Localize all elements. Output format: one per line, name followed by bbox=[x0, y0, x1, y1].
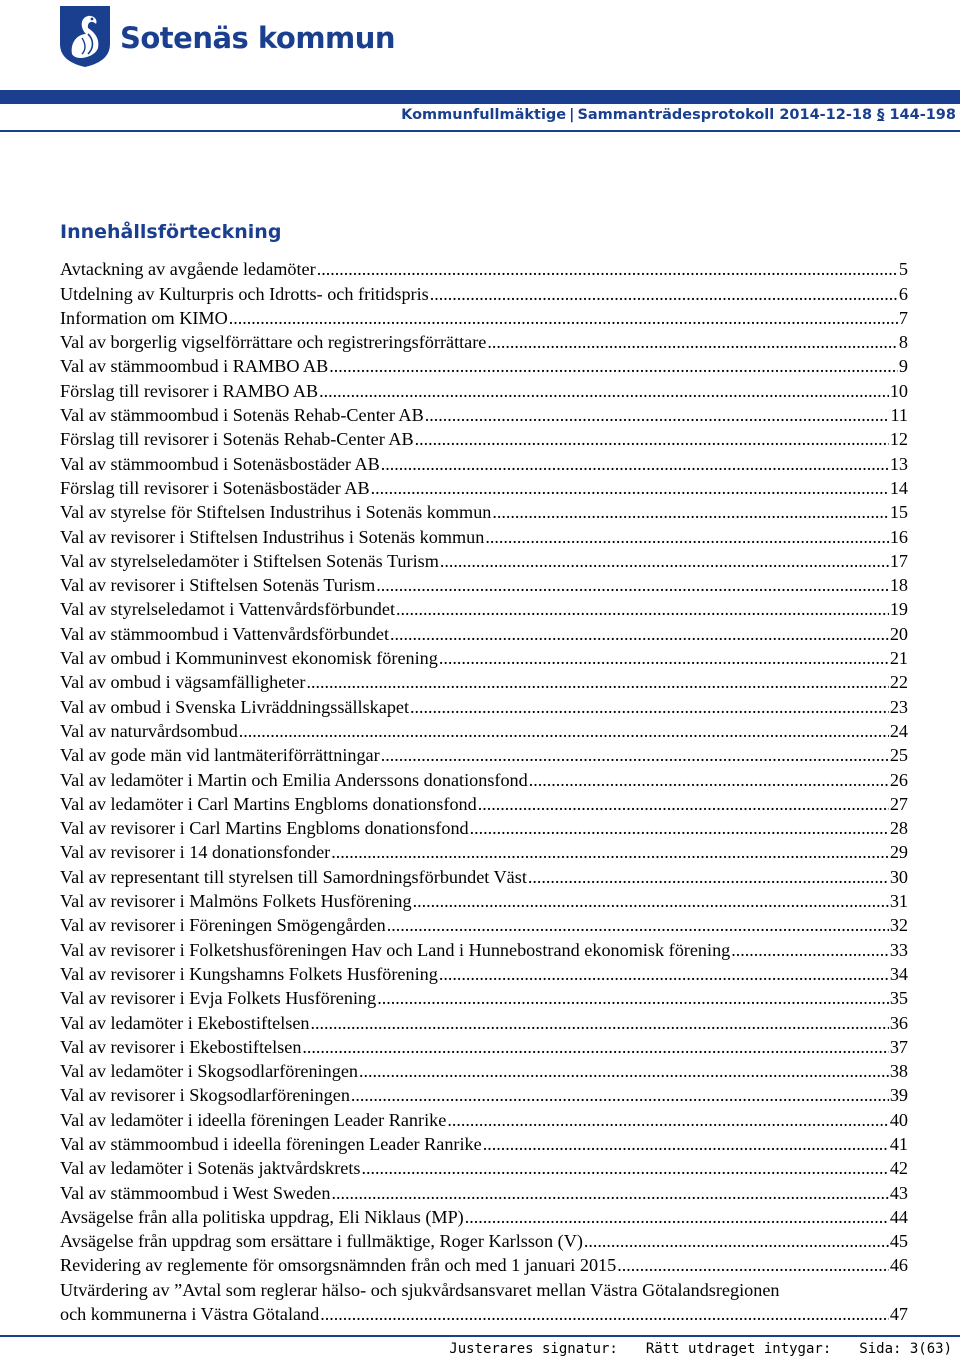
toc-entry-page: 9 bbox=[898, 356, 908, 377]
toc-leader-dots bbox=[331, 841, 889, 863]
toc-entry[interactable] bbox=[60, 596, 908, 620]
toc-leader-dots bbox=[319, 380, 889, 402]
toc-entry-text: Val av representant till styrelsen till Samordningsförbundet Väst bbox=[60, 866, 527, 887]
toc-leader-dots bbox=[377, 987, 889, 1009]
toc-entry[interactable] bbox=[60, 1252, 908, 1276]
toc-entry-text: Val av styrelse för Stiftelsen Industrihus i Sotenäs kommun bbox=[60, 502, 492, 523]
toc-entry[interactable] bbox=[60, 1034, 908, 1058]
toc-entry[interactable] bbox=[60, 402, 908, 426]
toc-entry-page: 39 bbox=[889, 1085, 908, 1106]
toc-entry-page: 32 bbox=[889, 915, 908, 936]
toc-entry-page: 5 bbox=[898, 259, 908, 280]
footer-rule bbox=[0, 1335, 960, 1337]
toc-entry[interactable] bbox=[60, 912, 908, 936]
toc-entry-page: 45 bbox=[889, 1231, 908, 1252]
toc-entry[interactable] bbox=[60, 353, 908, 377]
toc-leader-dots bbox=[229, 307, 898, 329]
toc-entry-page: 12 bbox=[889, 429, 908, 450]
toc-entry[interactable] bbox=[60, 256, 908, 280]
toc-entry-page: 22 bbox=[889, 672, 908, 693]
meeting-date: 2014-12-18 bbox=[779, 107, 873, 123]
toc-entry-page: 38 bbox=[889, 1061, 908, 1082]
toc-entry-text: Revidering av reglemente för omsorgsnämnden från och med 1 januari 2015 bbox=[60, 1255, 617, 1276]
toc-entry-text: Val av revisorer i 14 donationsfonder bbox=[60, 842, 331, 863]
toc-entry-page: 28 bbox=[889, 818, 908, 839]
toc-leader-dots bbox=[329, 355, 898, 377]
toc-entry-text: Val av revisorer i Evja Folkets Husförening bbox=[60, 988, 377, 1009]
toc-entry[interactable] bbox=[60, 985, 908, 1009]
toc-entry-page: 13 bbox=[889, 453, 908, 474]
toc-entry-page: 18 bbox=[889, 575, 908, 596]
toc-leader-dots bbox=[470, 817, 889, 839]
toc-entry[interactable] bbox=[60, 791, 908, 815]
toc-entry-text: Val av ledamöter i Carl Martins Engbloms donationsfond bbox=[60, 793, 477, 814]
toc-leader-dots bbox=[381, 744, 889, 766]
toc-leader-dots bbox=[413, 890, 889, 912]
toc-leader-dots bbox=[584, 1230, 889, 1252]
toc-leader-dots bbox=[390, 623, 889, 645]
toc-entry-text: Val av stämmoombud i Vattenvårdsförbundet bbox=[60, 623, 389, 644]
toc-entry-page: 14 bbox=[889, 477, 908, 498]
toc-leader-dots bbox=[617, 1254, 889, 1276]
toc-leader-dots bbox=[415, 428, 889, 450]
toc-entry-page: 26 bbox=[889, 769, 908, 790]
toc-entry[interactable] bbox=[60, 936, 908, 960]
toc-entry[interactable] bbox=[60, 572, 908, 596]
certified-label: Rätt utdraget intygar: bbox=[645, 1341, 832, 1357]
toc-leader-dots bbox=[528, 866, 889, 888]
toc-entry-page: 27 bbox=[889, 793, 908, 814]
toc-entry-text: Val av revisorer i Föreningen Smögengården bbox=[60, 915, 386, 936]
toc-entry-text: Val av stämmoombud i RAMBO AB bbox=[60, 356, 329, 377]
toc-leader-dots bbox=[485, 526, 888, 548]
toc-entry[interactable] bbox=[60, 839, 908, 863]
toc-entry[interactable] bbox=[60, 475, 908, 499]
toc-leader-dots bbox=[376, 574, 889, 596]
toc-entry-page: 25 bbox=[889, 745, 908, 766]
toc-entry-page: 19 bbox=[889, 599, 908, 620]
toc-entry-page: 21 bbox=[889, 648, 908, 669]
toc-entry-text: Val av ledamöter i Martin och Emilia Anderssons donationsfond bbox=[60, 769, 528, 790]
page-footer bbox=[421, 1341, 952, 1357]
toc-leader-dots bbox=[362, 1157, 889, 1179]
toc-entry-text: Val av stämmoombud i Sotenäs Rehab-Center AB bbox=[60, 405, 424, 426]
toc-entry-page: 20 bbox=[889, 623, 908, 644]
toc-entry-text: Information om KIMO bbox=[60, 307, 228, 328]
toc-leader-dots bbox=[239, 720, 889, 742]
toc-leader-dots bbox=[381, 453, 889, 475]
toc-entry[interactable] bbox=[60, 426, 908, 450]
toc-entry-multiline-line1[interactable] bbox=[60, 1276, 908, 1300]
toc-leader-dots bbox=[483, 1133, 889, 1155]
header-band bbox=[0, 90, 960, 104]
toc-entry[interactable] bbox=[60, 1155, 908, 1179]
toc-entry-text: Förslag till revisorer i Sotenäsbostäder AB bbox=[60, 477, 370, 498]
toc-entry[interactable] bbox=[60, 499, 908, 523]
toc-entry-page: 29 bbox=[889, 842, 908, 863]
toc-leader-dots bbox=[430, 283, 898, 305]
toc-entry-page: 44 bbox=[889, 1206, 908, 1227]
toc-entry-text: Val av stämmoombud i ideella föreningen Leader Ranrike bbox=[60, 1133, 482, 1154]
toc-entry-text: Val av ombud i Kommuninvest ekonomisk förening bbox=[60, 648, 438, 669]
toc-entry-page: 34 bbox=[889, 963, 908, 984]
toc-leader-dots bbox=[478, 793, 889, 815]
toc-leader-dots bbox=[529, 769, 889, 791]
toc-entry-text: Val av revisorer i Stiftelsen Sotenäs Turism bbox=[60, 575, 376, 596]
toc-leader-dots bbox=[371, 477, 889, 499]
toc-leader-dots bbox=[439, 963, 889, 985]
toc-entry[interactable] bbox=[60, 1228, 908, 1252]
toc-entry[interactable] bbox=[60, 1009, 908, 1033]
toc-entry-text: Val av naturvårdsombud bbox=[60, 720, 238, 741]
toc-entry[interactable] bbox=[60, 280, 908, 304]
toc-entry-text: Val av stämmoombud i Sotenäsbostäder AB bbox=[60, 453, 380, 474]
toc-entry-page: 8 bbox=[898, 332, 908, 353]
toc-entry[interactable] bbox=[60, 1179, 908, 1203]
toc-entry-page: 7 bbox=[898, 307, 908, 328]
toc-entry-text: Utvärdering av ”Avtal som reglerar hälso- och sjukvårdsansvaret mellan Västra Götalandsregionen bbox=[60, 1279, 780, 1300]
toc-entry-text: Val av ledamöter i ideella föreningen Leader Ranrike bbox=[60, 1109, 447, 1130]
toc-entry-text: Avtackning av avgående ledamöter bbox=[60, 259, 316, 280]
toc-leader-dots bbox=[465, 1206, 889, 1228]
swan-shield-icon bbox=[58, 4, 112, 68]
toc-leader-dots bbox=[351, 1084, 889, 1106]
toc-entry-page: 31 bbox=[889, 891, 908, 912]
toc-entry-text: Avsägelse från alla politiska uppdrag, Eli Niklaus (MP) bbox=[60, 1206, 464, 1227]
toc-entry[interactable] bbox=[60, 693, 908, 717]
toc-entry-text: Förslag till revisorer i Sotenäs Rehab-Center AB bbox=[60, 429, 414, 450]
toc-entry[interactable] bbox=[60, 450, 908, 474]
toc-entry-text: och kommunerna i Västra Götaland bbox=[60, 1304, 320, 1325]
header-rule bbox=[0, 130, 960, 132]
toc-entry-text: Val av revisorer i Carl Martins Engbloms donationsfond bbox=[60, 818, 469, 839]
toc-leader-dots bbox=[311, 1012, 889, 1034]
toc-entry[interactable] bbox=[60, 742, 908, 766]
toc-entry[interactable] bbox=[60, 766, 908, 790]
toc-entry[interactable] bbox=[60, 1082, 908, 1106]
toc-entry[interactable] bbox=[60, 669, 908, 693]
toc-entry-page: 24 bbox=[889, 720, 908, 741]
meeting-name: Kommunfullmäktige bbox=[401, 107, 567, 123]
toc-leader-dots bbox=[359, 1060, 889, 1082]
toc-entry[interactable] bbox=[60, 305, 908, 329]
toc-leader-dots bbox=[731, 939, 889, 961]
toc-entry[interactable] bbox=[60, 815, 908, 839]
toc-entry-text: Val av revisorer i Malmöns Folkets Husförening bbox=[60, 891, 412, 912]
toc-entry-text: Val av revisorer i Folketshusföreningen Hav och Land i Hunnebostrand ekonomisk förening bbox=[60, 939, 731, 960]
toc-entry-page: 37 bbox=[889, 1036, 908, 1057]
toc-entry-text: Val av styrelseledamöter i Stiftelsen Sotenäs Turism bbox=[60, 550, 439, 571]
signature-label: Justerares signatur: bbox=[449, 1341, 618, 1357]
protocol-header bbox=[401, 107, 956, 123]
toc-entry-page: 40 bbox=[889, 1109, 908, 1130]
toc-entry[interactable] bbox=[60, 645, 908, 669]
toc-leader-dots bbox=[306, 671, 888, 693]
toc-entry-page: 42 bbox=[889, 1158, 908, 1179]
toc-leader-dots bbox=[331, 1182, 888, 1204]
toc-entry[interactable] bbox=[60, 1106, 908, 1130]
toc-entry[interactable] bbox=[60, 961, 908, 985]
toc-leader-dots bbox=[302, 1036, 888, 1058]
toc-entry[interactable] bbox=[60, 548, 908, 572]
toc-entry-page: 23 bbox=[889, 696, 908, 717]
toc-entry[interactable] bbox=[60, 888, 908, 912]
toc-entry-text: Val av borgerlig vigselförrättare och registreringsförrättare bbox=[60, 332, 487, 353]
toc-entry-text: Val av revisorer i Skogsodlarföreningen bbox=[60, 1085, 350, 1106]
brand-name: Sotenäs kommun bbox=[120, 21, 396, 55]
toc-entry-page: 30 bbox=[889, 866, 908, 887]
toc-entry-text: Avsägelse från uppdrag som ersättare i fullmäktige, Roger Karlsson (V) bbox=[60, 1231, 583, 1252]
toc-entries bbox=[60, 256, 908, 1276]
toc-entry-text: Val av styrelseledamot i Vattenvårdsförbundet bbox=[60, 599, 396, 620]
toc-title: Innehållsförteckning bbox=[60, 221, 282, 243]
table-of-contents bbox=[60, 256, 908, 1325]
toc-entry[interactable] bbox=[60, 1204, 908, 1228]
toc-entry-page: 46 bbox=[889, 1255, 908, 1276]
paragraph-range: 144-198 bbox=[889, 107, 956, 123]
toc-leader-dots bbox=[396, 598, 889, 620]
toc-leader-dots bbox=[447, 1109, 889, 1131]
page-number: Sida: 3(63) bbox=[859, 1341, 952, 1357]
toc-leader-dots bbox=[320, 1303, 889, 1325]
toc-entry-text: Utdelning av Kulturpris och Idrotts- och fritidspris bbox=[60, 283, 429, 304]
toc-leader-dots bbox=[440, 550, 889, 572]
toc-entry-page: 11 bbox=[890, 405, 908, 426]
toc-entry-page: 35 bbox=[889, 988, 908, 1009]
toc-entry[interactable] bbox=[60, 620, 908, 644]
toc-entry-text: Val av revisorer i Ekebostiftelsen bbox=[60, 1036, 302, 1057]
toc-entry-text: Val av stämmoombud i West Sweden bbox=[60, 1182, 331, 1203]
toc-entry[interactable] bbox=[60, 1131, 908, 1155]
toc-entry-page: 16 bbox=[889, 526, 908, 547]
toc-leader-dots bbox=[492, 501, 888, 523]
toc-entry-text: Förslag till revisorer i RAMBO AB bbox=[60, 380, 319, 401]
toc-entry[interactable] bbox=[60, 1058, 908, 1082]
toc-entry[interactable] bbox=[60, 523, 908, 547]
paragraph-symbol: § bbox=[877, 107, 885, 123]
toc-leader-dots bbox=[317, 258, 898, 280]
toc-entry-text: Val av ombud i vägsamfälligheter bbox=[60, 672, 306, 693]
toc-entry-text: Val av revisorer i Stiftelsen Industrihus i Sotenäs kommun bbox=[60, 526, 485, 547]
toc-leader-dots bbox=[439, 647, 889, 669]
toc-entry-page: 47 bbox=[889, 1304, 908, 1325]
toc-entry-text: Val av revisorer i Kungshamns Folkets Husförening bbox=[60, 963, 438, 984]
toc-entry-page: 15 bbox=[889, 502, 908, 523]
toc-leader-dots bbox=[487, 331, 898, 353]
toc-entry-page: 41 bbox=[889, 1133, 908, 1154]
brand-logo bbox=[58, 4, 395, 68]
toc-entry-page: 43 bbox=[889, 1182, 908, 1203]
toc-entry[interactable] bbox=[60, 863, 908, 887]
toc-entry-text: Val av gode män vid lantmäteriförrättningar bbox=[60, 745, 380, 766]
toc-entry-text: Val av ombud i Svenska Livräddningssällskapet bbox=[60, 696, 410, 717]
toc-entry[interactable] bbox=[60, 718, 908, 742]
toc-entry-page: 6 bbox=[898, 283, 908, 304]
document-type: Sammanträdesprotokoll bbox=[577, 107, 775, 123]
toc-entry[interactable] bbox=[60, 329, 908, 353]
toc-entry-text: Val av ledamöter i Skogsodlarföreningen bbox=[60, 1061, 358, 1082]
toc-entry-page: 10 bbox=[889, 380, 908, 401]
toc-leader-dots bbox=[425, 404, 890, 426]
toc-entry-page: 36 bbox=[889, 1012, 908, 1033]
toc-entry-page: 33 bbox=[889, 939, 908, 960]
toc-entry-text: Val av ledamöter i Sotenäs jaktvårdskrets bbox=[60, 1158, 361, 1179]
toc-entry-page: 17 bbox=[889, 550, 908, 571]
toc-leader-dots bbox=[410, 696, 889, 718]
toc-entry[interactable] bbox=[60, 377, 908, 401]
toc-entry-multiline-line2[interactable] bbox=[60, 1301, 908, 1325]
toc-entry-text: Val av ledamöter i Ekebostiftelsen bbox=[60, 1012, 310, 1033]
toc-leader-dots bbox=[387, 914, 889, 936]
separator: | bbox=[569, 107, 575, 123]
